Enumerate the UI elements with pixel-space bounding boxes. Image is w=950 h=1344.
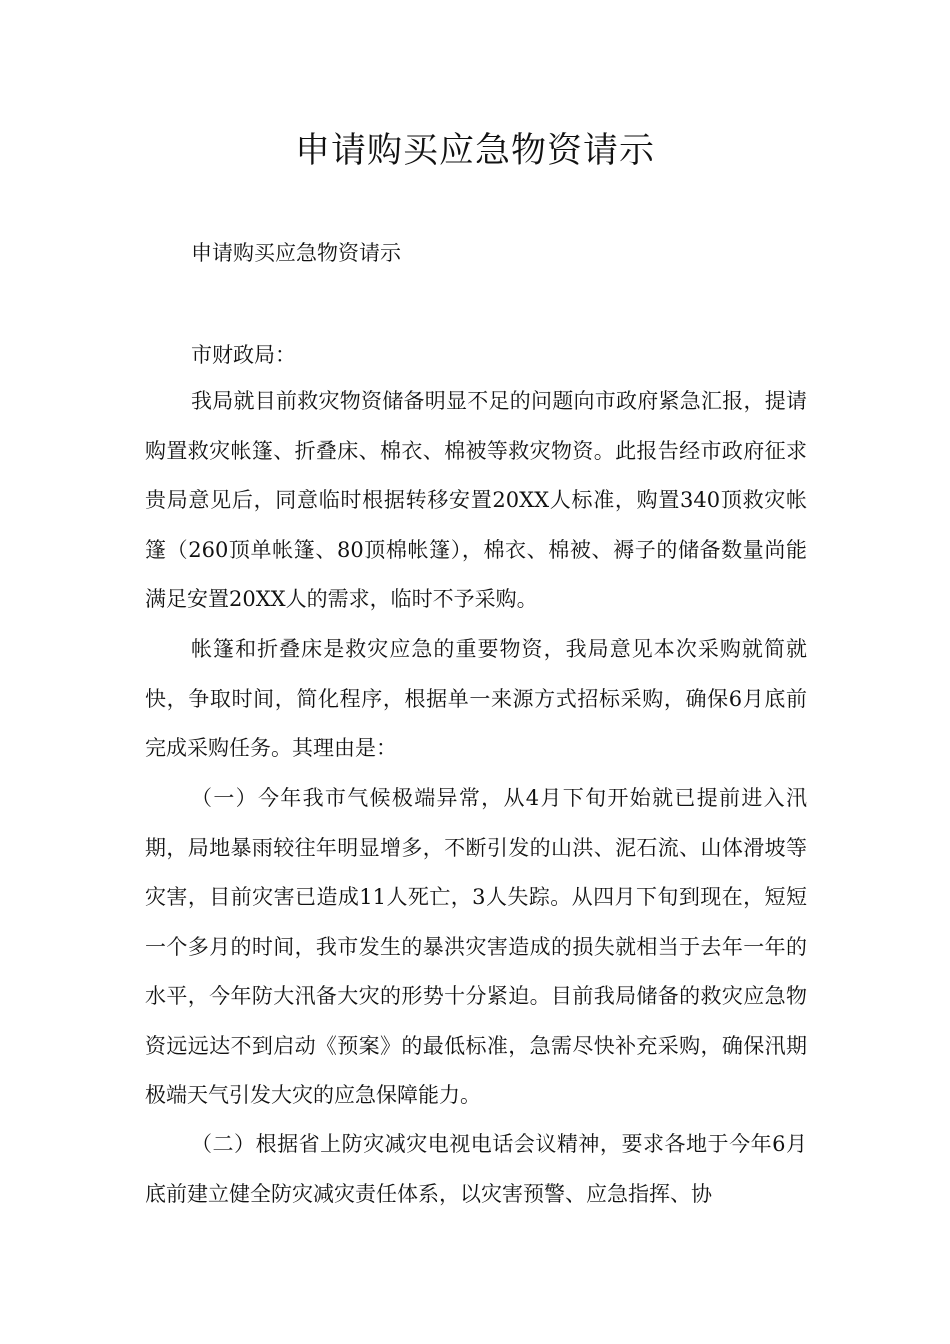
document-subtitle: 申请购买应急物资请示: [191, 241, 401, 265]
paragraph-2: 帐篷和折叠床是救灾应急的重要物资，我局意见本次采购就简就快，争取时间，简化程序，根据单一来源方式招标采购，确保6月底前完成采购任务。其理由是：: [145, 637, 807, 760]
paragraph-3: （一）今年我市气候极端异常，从4月下旬开始就已提前进入汛期，局地暴雨较往年明显增多，不断引发的山洪、泥石流、山体滑坡等灾害，目前灾害已造成11人死亡，3人失踪。从四月下旬到现在，短短一个多月的时间，我市发生的暴洪灾害造成的损失就相当于去年一年的水平，今年防大汛备大灾的形势十分紧迫。目前我局储备的救灾应急物资远远达不到启动《预案》的最低标准，急需尽快补充采购，确保汛期极端天气引发大灾的应急保障能力。: [145, 786, 807, 1107]
paragraph-4: （二）根据省上防灾减灾电视电话会议精神，要求各地于今年6月底前建立健全防灾减灾责任体系，以灾害预警、应急指挥、协: [145, 1132, 807, 1206]
document-title: 申请购买应急物资请示: [294, 131, 655, 171]
salutation: 市财政局：: [191, 343, 296, 367]
paragraph-1: 我局就目前救灾物资储备明显不足的问题向市政府紧急汇报，提请购置救灾帐篷、折叠床、棉衣、棉被等救灾物资。此报告经市政府征求贵局意见后，同意临时根据转移安置20XX人标准，购置340顶救灾帐篷（260顶单帐篷、80顶棉帐篷），棉衣、棉被、褥子的储备数量尚能满足安置20XX人的需求，临时不予采购。: [145, 389, 807, 611]
